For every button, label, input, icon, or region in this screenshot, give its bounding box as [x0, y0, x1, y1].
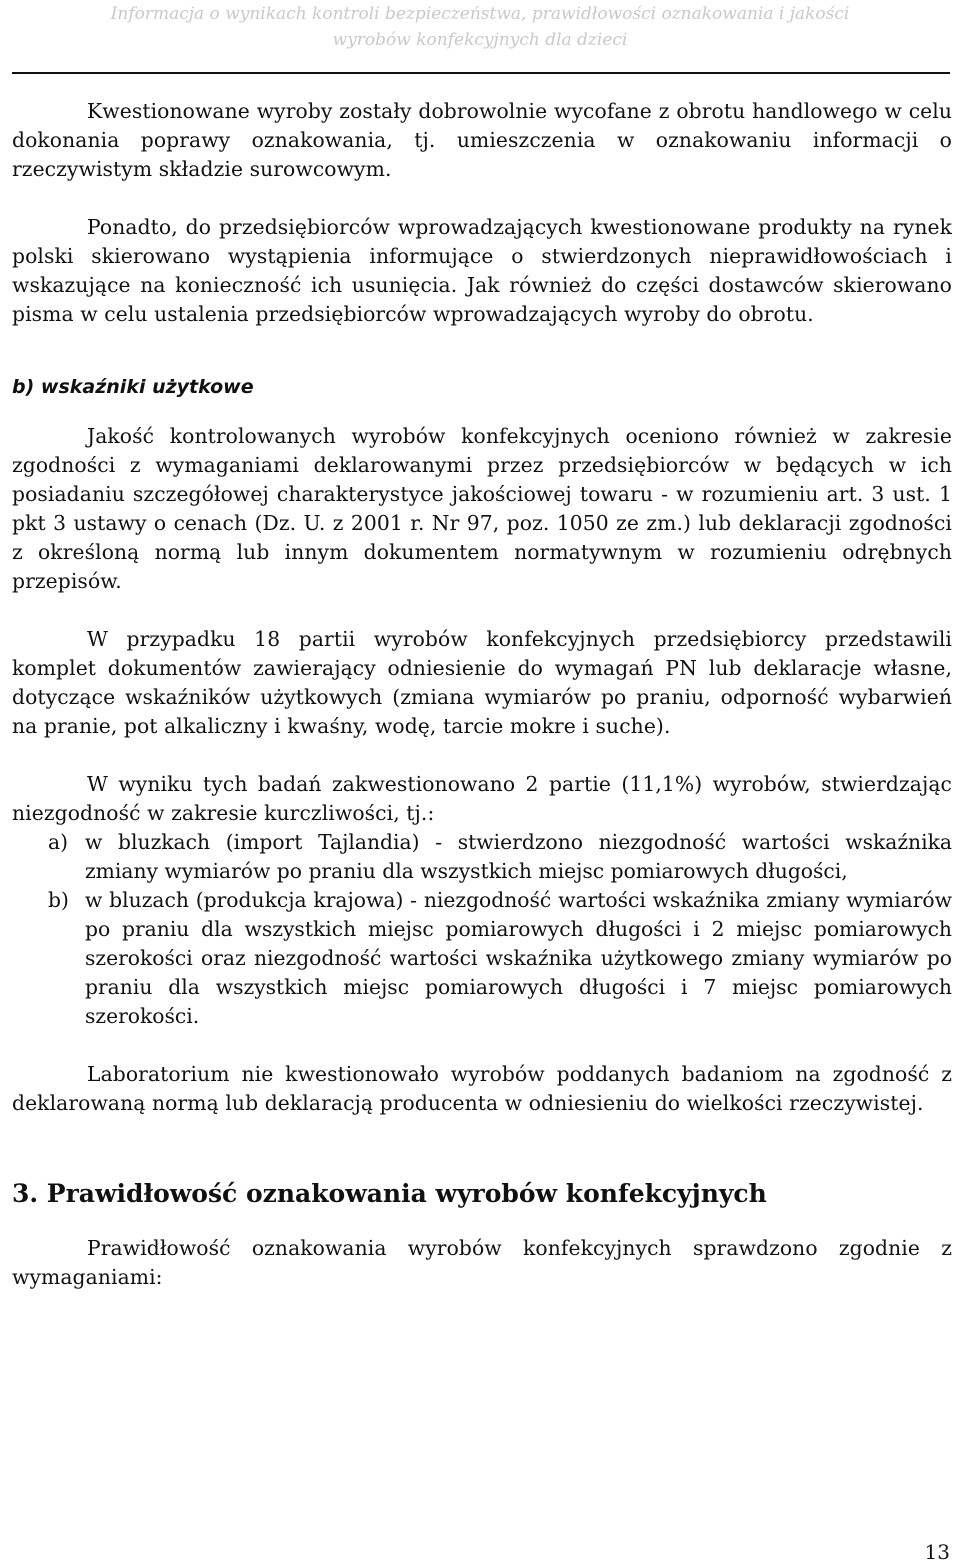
- paragraph-documents: W przypadku 18 partii wyrobów konfekcyjnych przedsiębiorcy przedstawili komplet dokumentów zawierający odniesienie do wymagań PN lub deklaracje własne, dotyczące wskaźników użytkowych (zmiana wymiarów po praniu, odporność wybarwień na pranie, pot alkaliczny i kwaśny, wodę, tarcie mokre i suche).: [12, 627, 952, 738]
- page-number: 13: [924, 1540, 950, 1564]
- list-item: [12, 828, 952, 886]
- paragraph-test-results: W wyniku tych badań zakwestionowano 2 partie (11,1%) wyrobów, stwierdzając niezgodność w zakresie kurczliwości, tj.:: [12, 772, 952, 825]
- list-item-text: w bluzach (produkcja krajowa) - niezgodność wartości wskaźnika zmiany wymiarów po praniu dla wszystkich miejsc pomiarowych długości i 2 miejsc pomiarowych szerokości oraz niezgodność wartości wskaźnika użytkowego zmiany wymiarów po praniu dla wszystkich miejsc pomiarowych długości i 7 miejsc pomiarowych szerokości.: [85, 888, 952, 1028]
- paragraph-labeling-check: Prawidłowość oznakowania wyrobów konfekcyjnych sprawdzono zgodnie z wymaganiami:: [12, 1236, 952, 1289]
- page-header: [0, 0, 960, 53]
- paragraph-notifications: Ponadto, do przedsiębiorców wprowadzających kwestionowane produkty na rynek polski skierowano wystąpienia informujące o stwierdzonych nieprawidłowościach i wskazujące na konieczność ich usunięcia. Jak również do części dostawców skierowano pisma w celu ustalenia przedsiębiorców wprowadzających wyroby do obrotu.: [12, 215, 952, 326]
- paragraph-laboratory: Laboratorium nie kwestionowało wyrobów poddanych badaniom na zgodność z deklarowaną normą lub deklaracją producenta w odniesieniu do wielkości rzeczywistej.: [12, 1062, 952, 1115]
- paragraph-withdrawal: Kwestionowane wyroby zostały dobrowolnie wycofane z obrotu handlowego w celu dokonania poprawy oznakowania, tj. umieszczenia w oznakowaniu informacji o rzeczywistym składzie surowcowym.: [12, 99, 952, 181]
- section-heading: 3. Prawidłowość oznakowania wyrobów konfekcyjnych: [12, 1179, 767, 1208]
- list-marker: b): [48, 888, 69, 912]
- header-divider: [12, 72, 950, 74]
- paragraph-quality-assessment: Jakość kontrolowanych wyrobów konfekcyjnych oceniono również w zakresie zgodności z wymaganiami deklarowanymi przez przedsiębiorców w będących w ich posiadaniu szczegółowej charakterystyce jakościowej towaru - w rozumieniu art. 3 ust. 1 pkt 3 ustawy o cenach (Dz. U. z 2001 r. Nr 97, poz. 1050 ze zm.) lub deklaracji zgodności z określoną normą lub innym dokumentem normatywnym w rozumieniu odrębnych przepisów.: [12, 424, 952, 593]
- header-title-line-1: Informacja o wynikach kontroli bezpieczeństwa, prawidłowości oznakowania i jakości: [110, 4, 850, 24]
- list-item-text: w bluzkach (import Tajlandia) - stwierdzono niezgodność wartości wskaźnika zmiany wymiarów po praniu dla wszystkich miejsc pomiarowych długości,: [85, 830, 952, 883]
- nonconformity-list: [12, 828, 952, 1031]
- subheading-usage-indicators: b) wskaźniki użytkowe: [12, 376, 254, 398]
- document-body: [12, 97, 952, 1292]
- list-item: [12, 886, 952, 1031]
- header-title-line-2: wyrobów konfekcyjnych dla dzieci: [332, 30, 628, 50]
- list-marker: a): [48, 830, 69, 854]
